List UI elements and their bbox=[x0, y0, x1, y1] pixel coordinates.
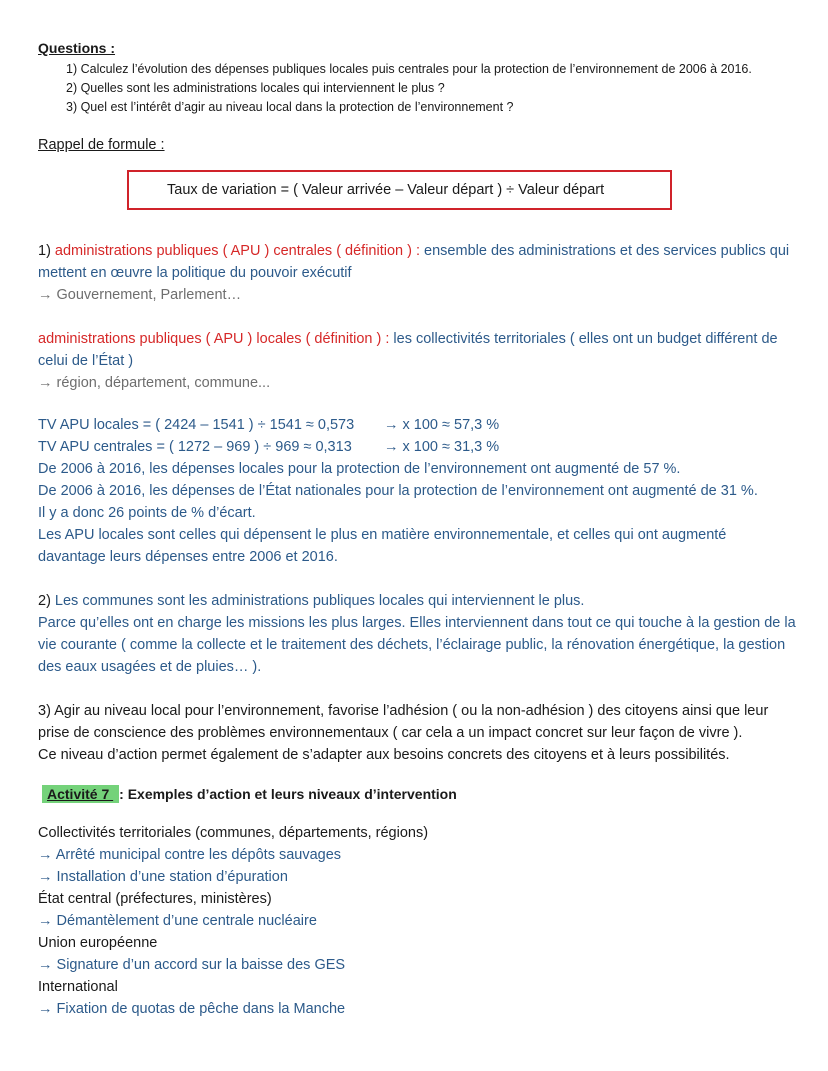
definition-term: administrations publiques ( APU ) locales ( définition ) : bbox=[38, 331, 390, 347]
rappel-title: Rappel de formule : bbox=[38, 137, 165, 153]
calculation-block bbox=[38, 414, 798, 568]
activity-badge: Activité 7 bbox=[42, 785, 119, 803]
question-item: 2) Quelles sont les administrations locales qui interviennent le plus ? bbox=[66, 81, 445, 95]
level-name: Collectivités territoriales (communes, départements, régions) bbox=[38, 825, 429, 841]
conclusion-line: De 2006 à 2016, les dépenses de l’État nationales pour la protection de l’environnement ont augmenté de 31 %. bbox=[38, 483, 758, 499]
level-example: → Fixation de quotas de pêche dans la Manche bbox=[38, 1001, 346, 1017]
activity-title: : Exemples d’action et leurs niveaux d’intervention bbox=[119, 786, 457, 802]
answer-line: Parce qu’elles ont en charge les missions les plus larges. Elles interviennent dans tout ce qui touche à la gestion de la vie courante ( comme la collecte et le traitement des déchets, l’éclairage public, la rénovation énergétique, la gestion des eaux usagées et de pluies… ). bbox=[38, 615, 796, 675]
formula-box bbox=[127, 170, 672, 210]
tv-centrales-pct: → x 100 ≈ 31,3 % bbox=[384, 439, 500, 455]
conclusion-line: Il y a donc 26 points de % d’écart. bbox=[38, 505, 256, 521]
tv-centrales: TV APU centrales = ( 1272 – 969 ) ÷ 969 ≈ 0,313 bbox=[38, 439, 352, 455]
tv-locales-row bbox=[38, 414, 798, 436]
level-name: État central (préfectures, ministères) bbox=[38, 891, 272, 907]
level-example: → Signature d’un accord sur la baisse des GES bbox=[38, 957, 346, 973]
level-example: → Arrêté municipal contre les dépôts sauvages bbox=[38, 847, 342, 863]
tv-locales: TV APU locales = ( 2424 – 1541 ) ÷ 1541 ≈ 0,573 bbox=[38, 417, 355, 433]
definition-example: → Gouvernement, Parlement… bbox=[38, 287, 242, 303]
tv-centrales-row bbox=[38, 436, 798, 458]
section-number: 1) bbox=[38, 243, 55, 259]
definition-example: → région, département, commune... bbox=[38, 375, 271, 391]
answer-line: 3) Agir au niveau local pour l’environnement, favorise l’adhésion ( ou la non-adhésion ) des citoyens ainsi que leur prise de conscience des problèmes environnementaux ( car cela a un impact concret sur leur façon de vivre ). bbox=[38, 703, 769, 741]
definition-term: administrations publiques ( APU ) centrales ( définition ) : bbox=[54, 243, 421, 259]
answer-3 bbox=[38, 700, 798, 766]
conclusion-line: Les APU locales sont celles qui dépensent le plus en matière environnementale, et celles qui ont augmenté davantage leurs dépenses entre 2006 et 2016. bbox=[38, 527, 727, 565]
definition-text: les collectivités territoriales ( elles ont un budget différent de celui de l’État ) bbox=[38, 331, 778, 369]
definition-apu-centrales bbox=[38, 240, 798, 306]
conclusion-line: De 2006 à 2016, les dépenses locales pour la protection de l’environnement ont augmenté de 57 %. bbox=[38, 461, 681, 477]
levels-list bbox=[38, 822, 798, 1020]
formula-text: Taux de variation = ( Valeur arrivée – Valeur départ ) ÷ Valeur départ bbox=[167, 182, 605, 198]
section-number: 2) bbox=[38, 593, 55, 609]
questions-list bbox=[66, 60, 798, 117]
definition-apu-locales bbox=[38, 328, 798, 394]
questions-title: Questions : bbox=[38, 40, 116, 56]
question-item: 1) Calculez l’évolution des dépenses publiques locales puis centrales pour la protection de l’environnement de 2006 à 2016. bbox=[66, 62, 752, 76]
tv-locales-pct: → x 100 ≈ 57,3 % bbox=[384, 417, 500, 433]
activity-heading bbox=[42, 786, 798, 802]
question-item: 3) Quel est l’intérêt d’agir au niveau local dans la protection de l’environnement ? bbox=[66, 100, 514, 114]
answer-line: Les communes sont les administrations publiques locales qui interviennent le plus. bbox=[54, 593, 585, 609]
level-name: International bbox=[38, 979, 118, 995]
level-example: → Démantèlement d’une centrale nucléaire bbox=[38, 913, 317, 929]
answer-2 bbox=[38, 590, 798, 678]
answer-line: Ce niveau d’action permet également de s’adapter aux besoins concrets des citoyens et à leurs possibilités. bbox=[38, 747, 730, 763]
definition-text: ensemble des administrations et des services publics qui mettent en œuvre la politique du pouvoir exécutif bbox=[38, 243, 790, 281]
level-name: Union européenne bbox=[38, 935, 158, 951]
level-example: → Installation d’une station d’épuration bbox=[38, 869, 288, 885]
